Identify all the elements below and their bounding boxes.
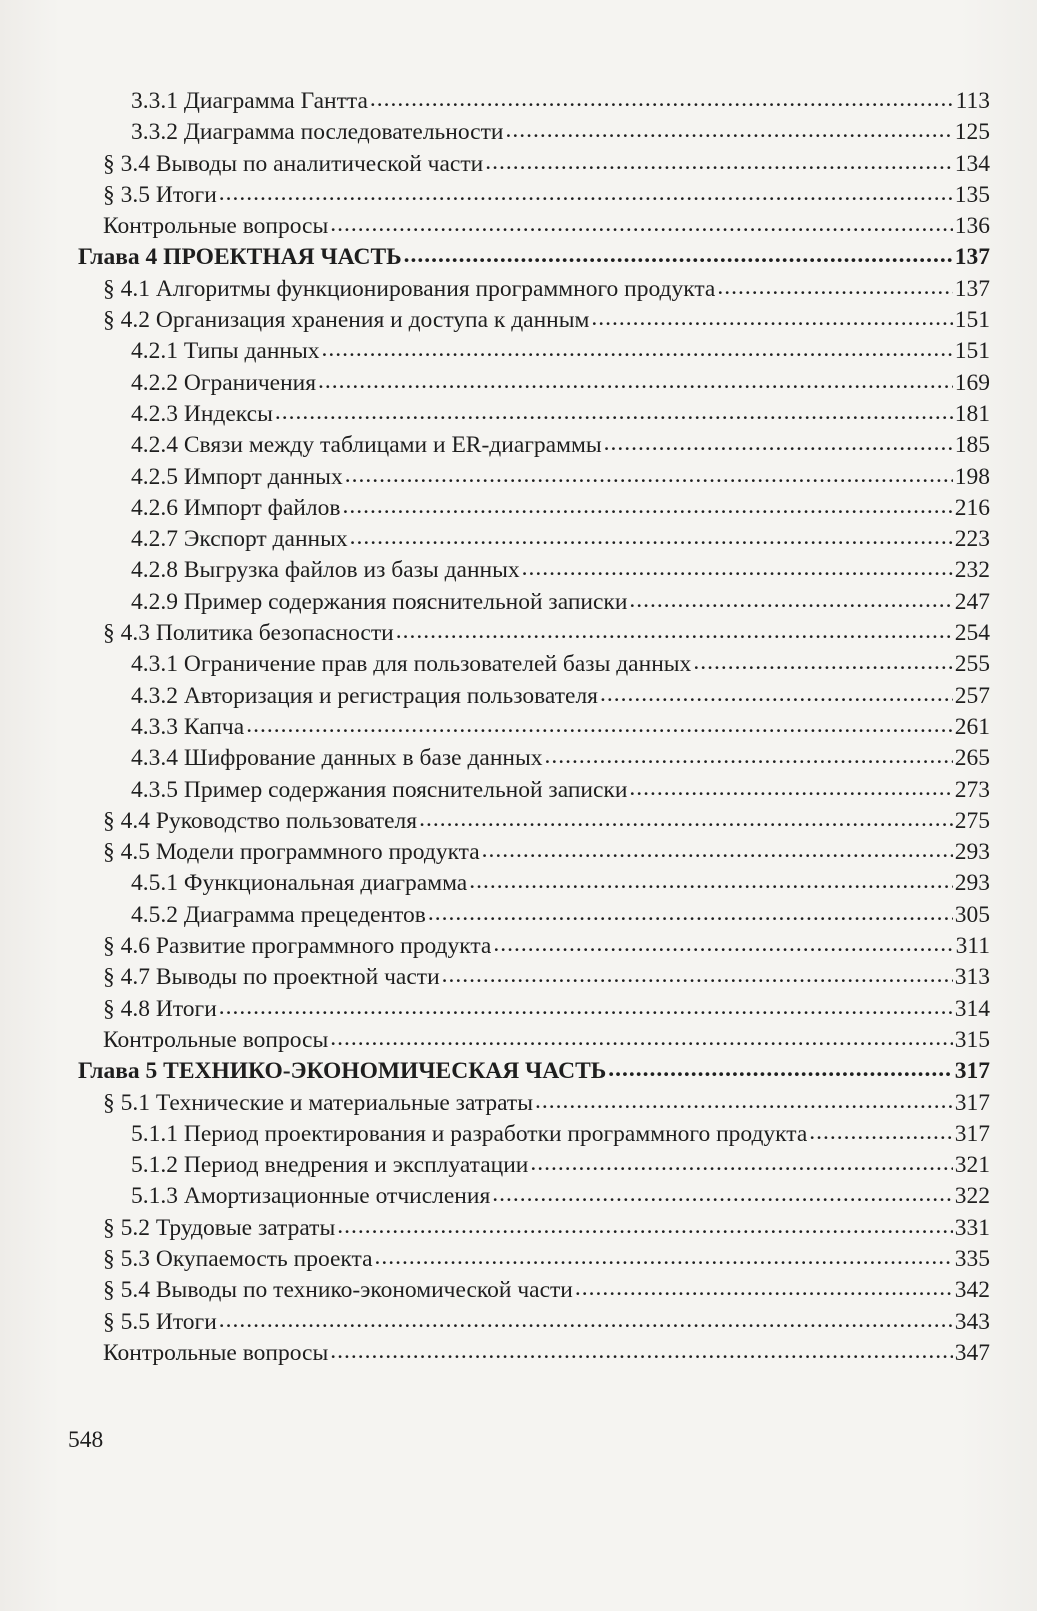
toc-entry-page: 311	[955, 933, 990, 960]
toc-section-entry	[78, 1244, 990, 1275]
toc-entry-title: 4.2.9 Пример содержания пояснительной записки	[131, 588, 628, 615]
toc-section-entry	[78, 1088, 990, 1119]
toc-entry-page: 137	[954, 244, 990, 271]
toc-entry-page: 313	[954, 964, 990, 991]
toc-entry-title: Контрольные вопросы	[103, 213, 329, 240]
toc-entry-title: § 4.3 Политика безопасности	[103, 620, 394, 647]
toc-entry-title: 4.3.5 Пример содержания пояснительной записки	[131, 776, 628, 803]
toc-entry-title: § 4.4 Руководство пользователя	[103, 807, 418, 834]
dot-leader	[428, 898, 953, 929]
toc-section-entry	[78, 305, 990, 336]
dot-leader	[493, 929, 953, 960]
dot-leader	[505, 115, 952, 146]
toc-entry-page: 317	[954, 1120, 990, 1147]
toc-subsection-entry	[78, 1181, 990, 1212]
toc-section-entry	[78, 1275, 990, 1306]
toc-entry-page: 314	[954, 995, 990, 1022]
toc-entry-page: 257	[954, 682, 990, 709]
toc-entry-title: § 4.6 Развитие программного продукта	[103, 933, 492, 960]
dot-leader	[629, 773, 952, 804]
toc-entry-page: 331	[954, 1214, 990, 1241]
toc-entry-page: 134	[954, 150, 990, 177]
toc-entry-title: Контрольные вопросы	[103, 1339, 329, 1366]
toc-entry-title: § 4.2 Организация хранения и доступа к данным	[103, 307, 590, 334]
toc-entry-title: Глава 5 ТЕХНИКО-ЭКОНОМИЧЕСКАЯ ЧАСТЬ	[78, 1058, 607, 1085]
toc-entry-title: § 4.5 Модели программного продукта	[103, 839, 480, 866]
toc-entry-title: § 5.3 Окупаемость проекта	[103, 1245, 373, 1272]
toc-subsection-entry	[78, 900, 990, 931]
dot-leader	[575, 1273, 953, 1304]
toc-entry-page: 275	[954, 807, 990, 834]
dot-leader	[717, 272, 952, 303]
toc-entry-title: 4.3.3 Капча	[131, 713, 245, 740]
toc-entry-page: 125	[954, 119, 990, 146]
toc-entry-page: 343	[954, 1308, 990, 1335]
dot-leader	[246, 710, 953, 741]
dot-leader	[219, 1305, 953, 1336]
toc-entry-page: 151	[954, 307, 990, 334]
toc-subsection-entry	[78, 1119, 990, 1150]
toc-subsection-entry	[78, 681, 990, 712]
toc-entry-page: 255	[954, 651, 990, 678]
toc-subsection-entry	[78, 649, 990, 680]
dot-leader	[375, 1242, 953, 1273]
dot-leader	[370, 84, 954, 115]
toc-subsection-entry	[78, 430, 990, 461]
dot-leader	[809, 1117, 952, 1148]
toc-entry-page: 223	[954, 526, 990, 553]
toc-entry-page: 169	[954, 369, 990, 396]
toc-entry-page: 317	[954, 1089, 990, 1116]
dot-leader	[535, 1086, 953, 1117]
dot-leader	[330, 1023, 952, 1054]
toc-section-entry	[78, 806, 990, 837]
toc-entry-title: § 4.7 Выводы по проектной части	[103, 964, 440, 991]
toc-entry-title: 4.2.7 Экспорт данных	[131, 526, 348, 553]
toc-entry-title: 5.1.3 Амортизационные отчисления	[131, 1183, 491, 1210]
toc-subsection-entry	[78, 336, 990, 367]
dot-leader	[600, 679, 953, 710]
toc-entry-title: Контрольные вопросы	[103, 1026, 329, 1053]
dot-leader	[442, 960, 953, 991]
toc-entry-page: 185	[954, 432, 990, 459]
toc-section-entry	[78, 1338, 990, 1369]
dot-leader	[482, 835, 953, 866]
toc-entry-title: § 3.5 Итоги	[103, 181, 217, 208]
dot-leader	[330, 1336, 952, 1367]
toc-entry-page: 293	[954, 870, 990, 897]
toc-subsection-entry	[78, 868, 990, 899]
dot-leader	[492, 1179, 952, 1210]
toc-entry-page: 136	[954, 213, 990, 240]
toc-entry-page: 254	[954, 620, 990, 647]
toc-section-entry	[78, 211, 990, 242]
toc-entry-page: 335	[954, 1245, 990, 1272]
toc-entry-page: 247	[954, 588, 990, 615]
toc-subsection-entry	[78, 399, 990, 430]
dot-leader	[219, 992, 953, 1023]
toc-entry-title: 4.3.2 Авторизация и регистрация пользователя	[131, 682, 598, 709]
toc-subsection-entry	[78, 587, 990, 618]
toc-section-entry	[78, 962, 990, 993]
toc-entry-title: § 5.1 Технические и материальные затраты	[103, 1089, 533, 1116]
toc-section-entry	[78, 274, 990, 305]
toc-entry-page: 198	[954, 463, 990, 490]
toc-entry-title: 4.5.2 Диаграмма прецедентов	[131, 901, 426, 928]
toc-section-entry	[78, 1025, 990, 1056]
toc-entry-page: 322	[954, 1183, 990, 1210]
toc-entry-page: 317	[954, 1058, 990, 1085]
toc-chapter-entry	[78, 1056, 990, 1087]
dot-leader	[629, 585, 952, 616]
toc-entry-title: § 5.5 Итоги	[103, 1308, 217, 1335]
dot-leader	[591, 303, 952, 334]
toc-subsection-entry	[78, 462, 990, 493]
toc-section-entry	[78, 618, 990, 649]
dot-leader	[545, 741, 953, 772]
table-of-contents	[78, 86, 990, 1369]
toc-section-entry	[78, 180, 990, 211]
dot-leader	[318, 366, 953, 397]
dot-leader	[330, 209, 952, 240]
toc-entry-title: 4.5.1 Функциональная диаграмма	[131, 870, 468, 897]
toc-subsection-entry	[78, 524, 990, 555]
toc-entry-title: 4.3.4 Шифрование данных в базе данных	[131, 745, 543, 772]
toc-entry-title: § 3.4 Выводы по аналитической части	[103, 150, 484, 177]
toc-entry-title: § 4.8 Итоги	[103, 995, 217, 1022]
toc-subsection-entry	[78, 743, 990, 774]
toc-section-entry	[78, 931, 990, 962]
dot-leader	[350, 522, 953, 553]
dot-leader	[469, 866, 953, 897]
toc-subsection-entry	[78, 712, 990, 743]
dot-leader	[322, 334, 953, 365]
toc-subsection-entry	[78, 775, 990, 806]
dot-leader	[522, 553, 953, 584]
toc-entry-page: 181	[954, 400, 990, 427]
dot-leader	[275, 397, 953, 428]
toc-entry-page: 151	[954, 338, 990, 365]
toc-entry-page: 261	[954, 713, 990, 740]
toc-entry-title: 4.2.2 Ограничения	[131, 369, 317, 396]
toc-subsection-entry	[78, 493, 990, 524]
toc-entry-title: § 5.2 Трудовые затраты	[103, 1214, 336, 1241]
dot-leader	[604, 428, 953, 459]
dot-leader	[219, 178, 953, 209]
toc-entry-title: § 5.4 Выводы по технико-экономической части	[103, 1277, 573, 1304]
toc-chapter-entry	[78, 242, 990, 273]
toc-entry-title: 5.1.2 Период внедрения и эксплуатации	[131, 1152, 529, 1179]
toc-entry-title: 3.3.2 Диаграмма последовательности	[131, 119, 504, 146]
toc-subsection-entry	[78, 1150, 990, 1181]
toc-entry-page: 293	[954, 839, 990, 866]
dot-leader	[693, 647, 952, 678]
toc-entry-title: § 4.1 Алгоритмы функционирования программного продукта	[103, 275, 716, 302]
dot-leader	[608, 1054, 952, 1085]
toc-entry-page: 113	[955, 88, 990, 114]
toc-entry-title: 5.1.1 Период проектирования и разработки программного продукта	[131, 1120, 808, 1147]
toc-subsection-entry	[78, 117, 990, 148]
toc-entry-title: 4.2.8 Выгрузка файлов из базы данных	[131, 557, 520, 584]
toc-section-entry	[78, 994, 990, 1025]
dot-leader	[337, 1211, 953, 1242]
toc-entry-title: 3.3.1 Диаграмма Гантта	[131, 88, 368, 114]
dot-leader	[530, 1148, 952, 1179]
toc-section-entry	[78, 837, 990, 868]
toc-entry-page: 342	[954, 1277, 990, 1304]
toc-entry-page: 305	[954, 901, 990, 928]
toc-entry-page: 135	[954, 181, 990, 208]
toc-entry-title: 4.2.5 Импорт данных	[131, 463, 343, 490]
toc-entry-title: 4.2.6 Импорт файлов	[131, 494, 341, 521]
toc-entry-page: 347	[954, 1339, 990, 1366]
toc-entry-page: 273	[954, 776, 990, 803]
toc-entry-page: 216	[954, 494, 990, 521]
toc-entry-title: 4.2.4 Связи между таблицами и ER-диаграммы	[131, 432, 602, 459]
toc-entry-title: 4.3.1 Ограничение прав для пользователей базы данных	[131, 651, 692, 678]
toc-entry-title: 4.2.1 Типы данных	[131, 338, 320, 365]
dot-leader	[485, 147, 953, 178]
dot-leader	[345, 460, 953, 491]
toc-entry-page: 232	[954, 557, 990, 584]
toc-entry-title: Глава 4 ПРОЕКТНАЯ ЧАСТЬ	[78, 244, 402, 271]
toc-section-entry	[78, 1307, 990, 1338]
toc-entry-page: 315	[954, 1026, 990, 1053]
dot-leader	[419, 804, 953, 835]
toc-entry-page: 137	[954, 275, 990, 302]
dot-leader	[404, 240, 953, 271]
toc-section-entry	[78, 1213, 990, 1244]
toc-subsection-entry	[78, 555, 990, 586]
toc-subsection-entry	[78, 368, 990, 399]
page-number: 548	[68, 1427, 104, 1453]
toc-entry-title: 4.2.3 Индексы	[131, 400, 273, 427]
toc-entry-page: 321	[954, 1152, 990, 1179]
dot-leader	[396, 616, 953, 647]
toc-entry-page: 265	[954, 745, 990, 772]
toc-section-entry	[78, 149, 990, 180]
dot-leader	[342, 491, 952, 522]
toc-subsection-entry	[78, 86, 990, 117]
